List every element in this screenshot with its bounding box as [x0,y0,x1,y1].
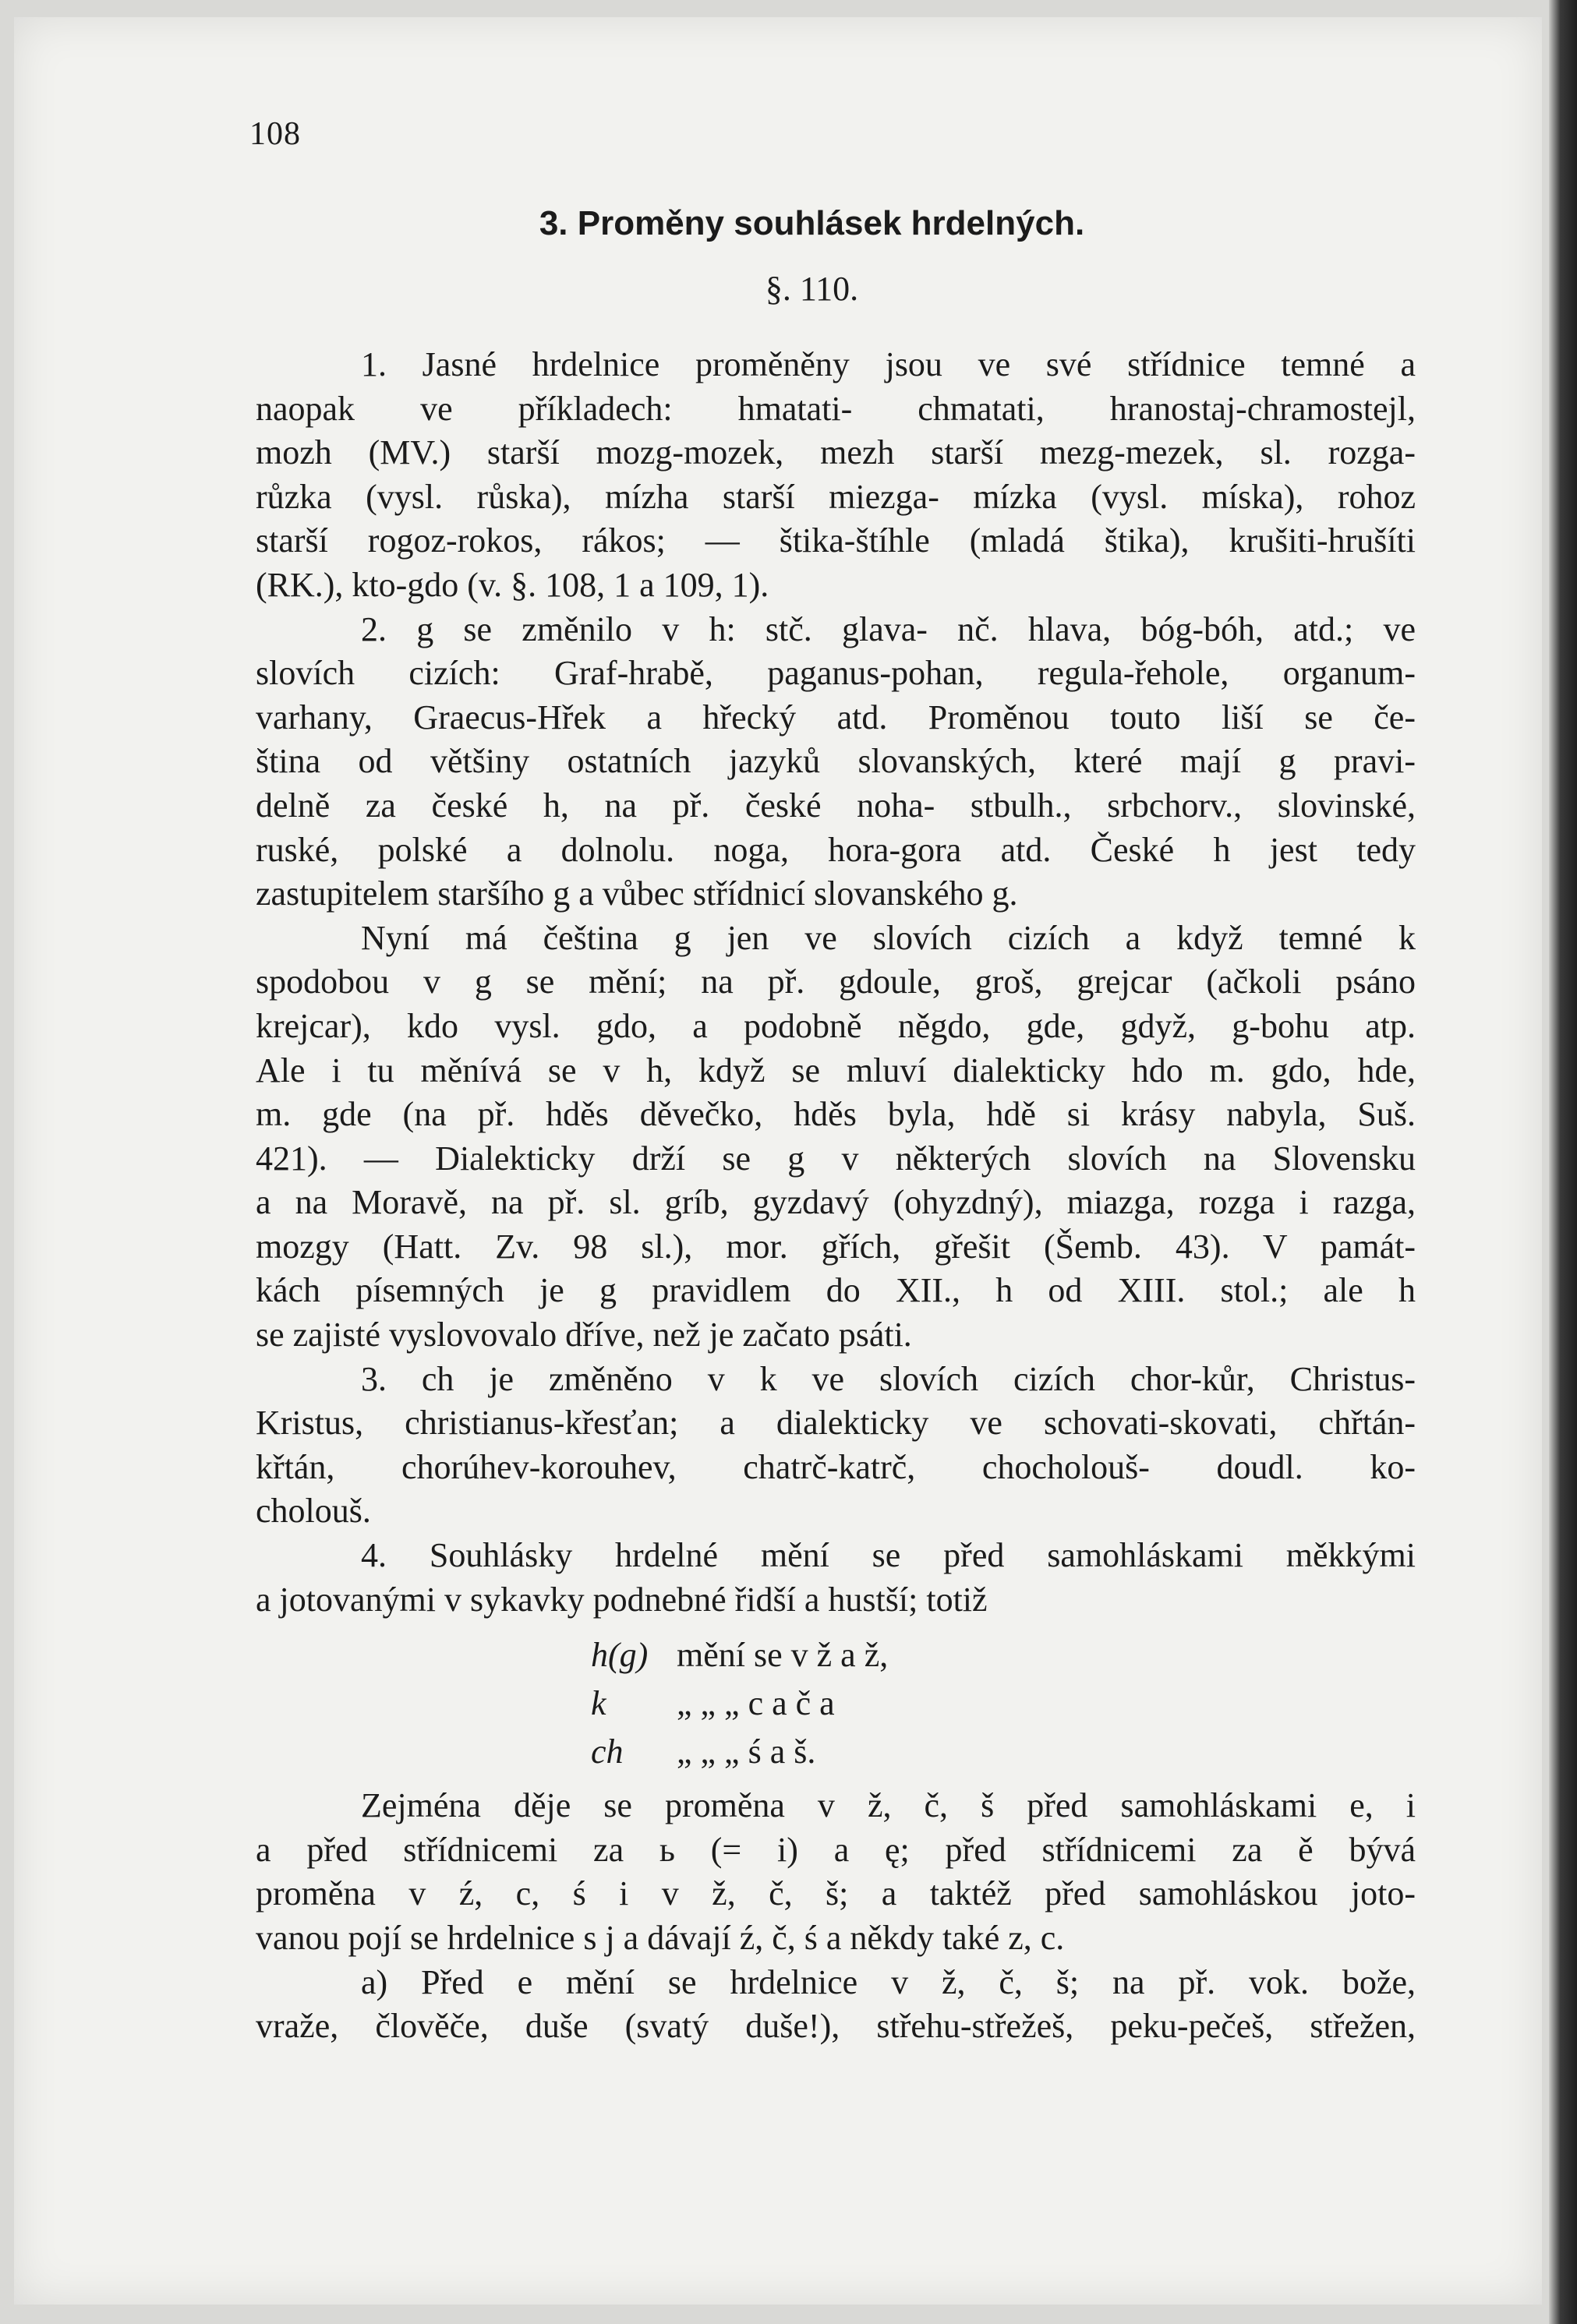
text-line: Kristus, christianus-křesťan; a dialekticky ve schovati-skovati, chřtán- [256,1404,1416,1443]
text-line: a na Moravě, na př. sl. gríb, gyzdavý (ohyzdný), miazga, rozga i razga, [256,1183,1416,1222]
text-line: 4. Souhlásky hrdelné mění se před samohláskami měkkými [361,1536,1416,1575]
text-line: 421). — Dialekticky drží se g v některých slovích na Slovensku [256,1139,1416,1178]
text-line: a před střídnicemi za ь (= i) a ę; před střídnicemi za ě bývá [256,1830,1416,1869]
text-line: 3. ch je změněno v k ve slovích cizích chor-kůr, Christus- [361,1359,1416,1398]
text-line: ština od většiny ostatních jazyků slovanských, které mají g pravi- [256,742,1416,781]
text-line: vanou pojí se hrdelnice s j a dávají ź, č, ś a někdy také z, c. [256,1919,1065,1957]
table-cell-right: „ „ „ ś a š. [677,1732,816,1771]
table-cell-left: k [591,1684,606,1723]
consonant-change-table [591,1631,1416,1776]
text-line: 1. Jasné hrdelnice proměněny jsou ve své střídnice temné a [361,345,1416,383]
page-number: 108 [249,116,301,152]
text-line: křtán, chorúhev-korouhev, chatrč-katrč, chocholouš- doudl. ko- [256,1447,1416,1486]
text-line: ruské, polské a dolnolu. noga, hora-gora atd. České h jest tedy [256,830,1416,869]
body-text [256,343,1416,2049]
table-row [591,1728,1416,1776]
text-line: naopak ve příkladech: hmatati- chmatati, hranostaj-chramostejl, [256,389,1416,428]
text-line: kách písemných je g pravidlem do XII., h od XIII. stol.; ale h [256,1271,1416,1310]
text-line: (RK.), kto-gdo (v. §. 108, 1 a 109, 1). [256,565,769,604]
text-line: Nyní má čeština g jen ve slovích cizích a když temné k [361,918,1416,957]
table-row [591,1631,1416,1679]
text-line: růzka (vysl. růska), mízha starší miezga- mízka (vysl. míska), rohoz [256,477,1416,516]
text-line: proměna v ź, c, ś i v ž, č, š; a taktéž před samohláskou joto- [256,1874,1416,1913]
text-line: varhany, Graecus-Hřek a hřecký atd. Proměnou touto liší se če- [256,698,1416,736]
text-line: se zajisté vyslovovalo dříve, než je začato psáti. [256,1316,912,1354]
text-line: m. gde (na př. hděs děvečko, hděs byla, hdě si krásy nabyla, Suš. [256,1095,1416,1134]
text-line: spodobou v g se mění; na př. gdoule, groš, grejcar (ačkoli psáno [256,962,1416,1001]
text-line: a) Před e mění se hrdelnice v ž, č, š; na př. vok. bože, [361,1962,1416,2001]
table-cell-right: „ „ „ c a č a [677,1684,835,1723]
text-line: cholouš. [256,1492,371,1531]
text-line: a jotovanými v sykavky podnebné řidší a hustší; totiž [256,1580,988,1619]
text-line: starší rogoz-rokos, rákos; — štika-štíhle (mladá štika), krušiti-hrušíti [256,521,1416,560]
section-number: §. 110. [765,270,859,308]
text-line: krejcar), kdo vysl. gdo, a podobně něgdo, gde, gdyž, g-bohu atp. [256,1006,1416,1045]
table-row [591,1679,1416,1728]
text-line: delně za české h, na př. české noha- stbulh., srbchorv., slovinské, [256,786,1416,825]
text-line: slovích cizích: Graf-hrabě, paganus-pohan, regula-řehole, organum- [256,654,1416,693]
text-line: Ale i tu měnívá se v h, když se mluví dialekticky hdo m. gdo, hde, [256,1051,1416,1090]
table-cell-left: ch [591,1732,624,1771]
text-line: 2. g se změnilo v h: stč. glava- nč. hlava, bóg-bóh, atd.; ve [361,609,1416,648]
text-line: zastupitelem staršího g a vůbec střídnicí slovanského g. [256,874,1018,913]
text-line: mozgy (Hatt. Zv. 98 sl.), mor. gřích, gřešit (Šemb. 43). V památ- [256,1227,1416,1266]
table-cell-right: mění se v ž a ž, [677,1636,889,1675]
chapter-heading: 3. Proměny souhlásek hrdelných. [539,204,1085,242]
table-cell-left: h(g) [591,1636,649,1675]
text-line: Zejména děje se proměna v ž, č, š před samohláskami e, i [361,1786,1416,1825]
text-line: mozh (MV.) starší mozg-mozek, mezh starší mezg-mezek, sl. rozga- [256,433,1416,472]
text-line: vraže, člověče, duše (svatý duše!), střehu-střežeš, peku-pečeš, střežen, [256,2007,1416,2046]
page-edge-shadow [1549,0,1577,2324]
